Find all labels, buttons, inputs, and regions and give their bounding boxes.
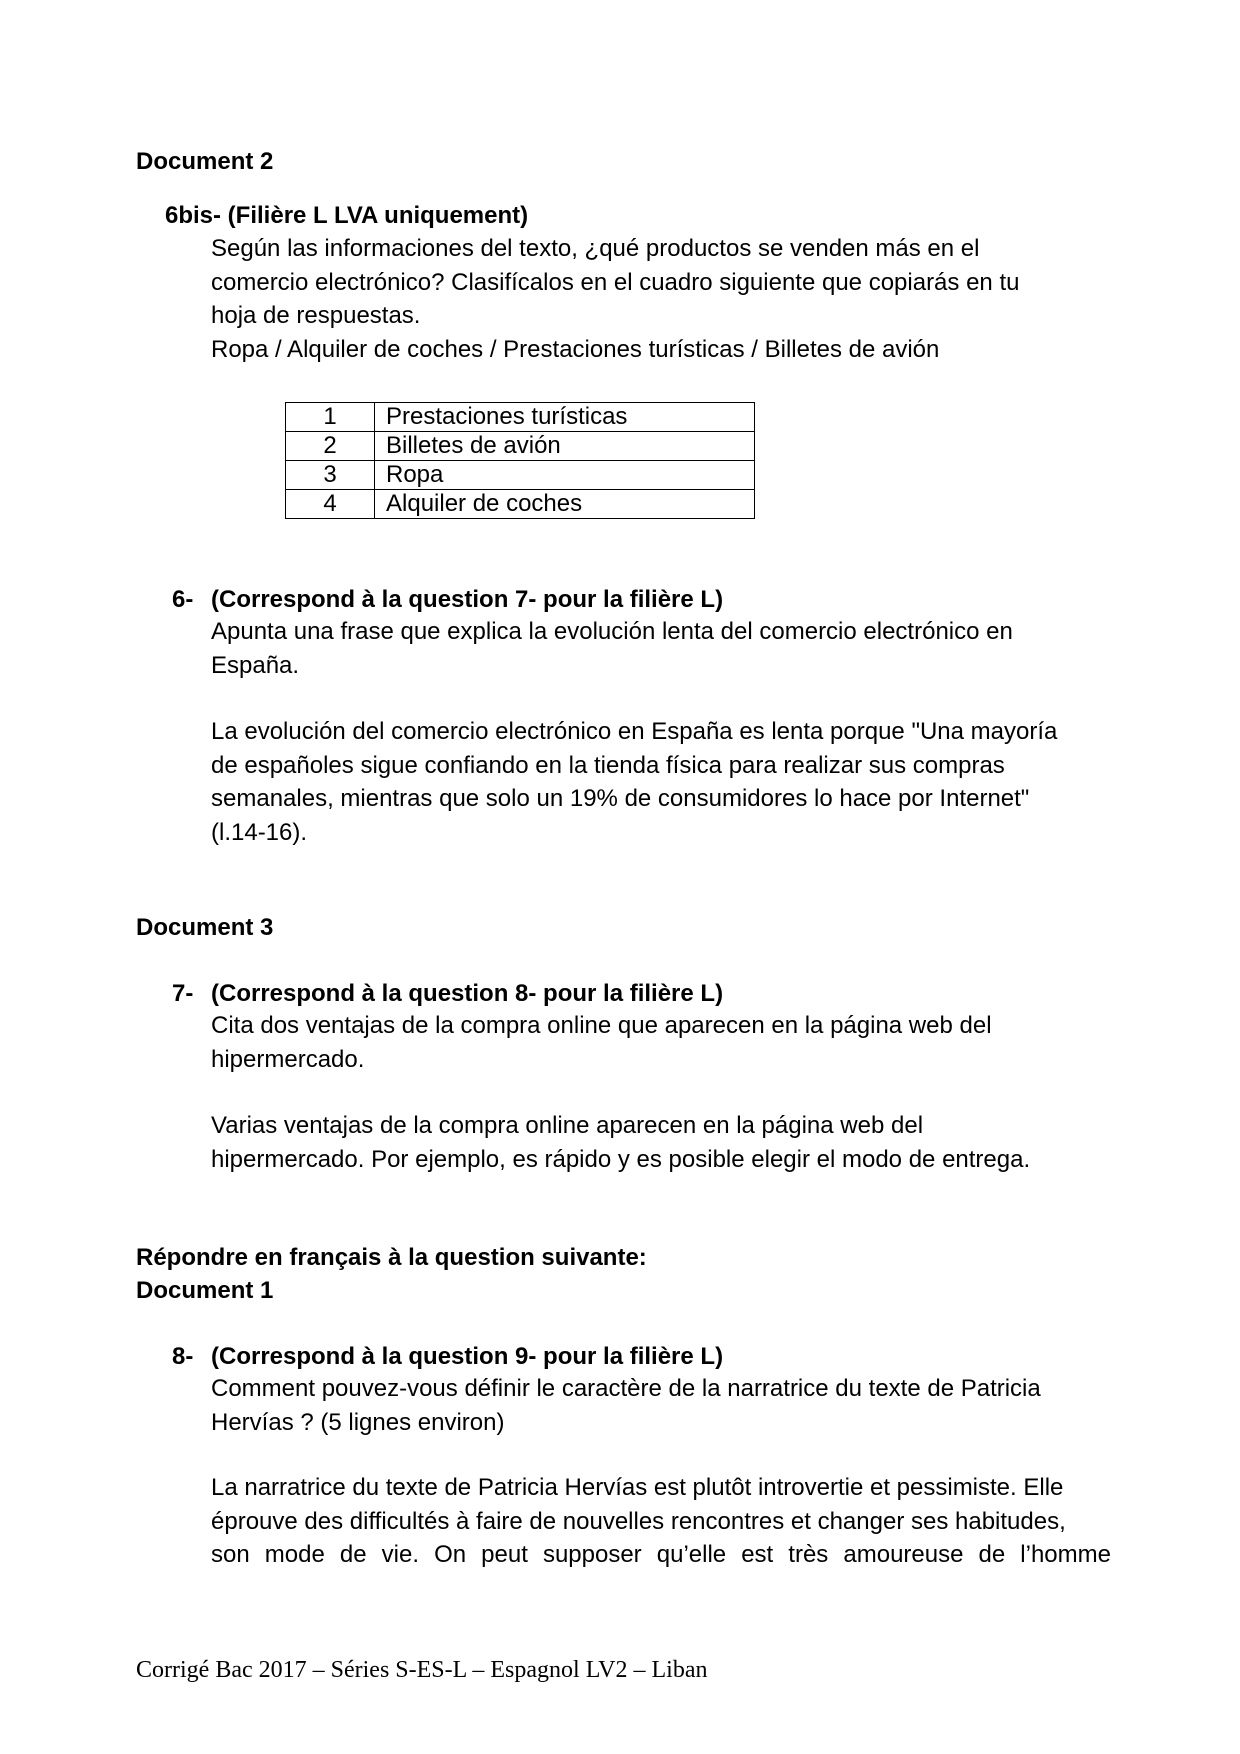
- question-8-answer: [211, 1471, 1111, 1572]
- document-1-heading: Document 1: [136, 1277, 274, 1304]
- item-cell: Prestaciones turísticas: [375, 403, 755, 432]
- document-2-heading: Document 2: [136, 148, 274, 175]
- question-6bis-text: [211, 232, 1019, 366]
- question-6bis-title: 6bis- (Filière L LVA uniquement): [165, 202, 529, 229]
- question-7-title: (Correspond à la question 8- pour la filière L): [211, 980, 724, 1007]
- question-7-answer: [211, 1109, 1030, 1176]
- text-line: La evolución del comercio electrónico en España es lenta porque "Una mayoría: [211, 718, 1058, 745]
- text-line: hipermercado.: [211, 1045, 365, 1073]
- question-6-title: (Correspond à la question 7- pour la filière L): [211, 586, 724, 613]
- table-row: [286, 490, 755, 519]
- text-line: son mode de vie. On peut supposer qu’elle est très amoureuse de l’homme: [211, 1541, 1111, 1568]
- text-line: (l.14-16).: [211, 818, 308, 846]
- table-row: [286, 403, 755, 432]
- question-6-text: [211, 615, 1013, 682]
- text-line: éprouve des difficultés à faire de nouvelles rencontres et changer ses habitudes,: [211, 1507, 1066, 1535]
- ranking-table: [285, 402, 755, 519]
- question-7-text: [211, 1009, 992, 1076]
- question-8-title: (Correspond à la question 9- pour la filière L): [211, 1343, 724, 1370]
- text-line: hoja de respuestas.: [211, 302, 421, 329]
- text-line: Apunta una frase que explica la evolución lenta del comercio electrónico en: [211, 618, 1013, 645]
- text-line: Comment pouvez-vous définir le caractère de la narratrice du texte de Patricia: [211, 1375, 1041, 1402]
- text-line: Ropa / Alquiler de coches / Prestaciones turísticas / Billetes de avión: [211, 335, 940, 363]
- item-cell: Billetes de avión: [375, 432, 755, 461]
- document-3-heading: Document 3: [136, 914, 274, 941]
- question-6-answer: [211, 715, 1057, 849]
- text-line: Varias ventajas de la compra online aparecen en la página web del: [211, 1112, 924, 1139]
- text-line: Cita dos ventajas de la compra online que aparecen en la página web del: [211, 1012, 992, 1039]
- question-7-number: 7-: [172, 980, 194, 1007]
- rank-cell: 3: [286, 461, 375, 490]
- table-row: [286, 461, 755, 490]
- text-line: semanales, mientras que solo un 19% de consumidores lo hace por Internet": [211, 785, 1030, 812]
- rank-cell: 1: [286, 403, 375, 432]
- text-line: La narratrice du texte de Patricia Hervías est plutôt introvertie et pessimiste. Elle: [211, 1474, 1064, 1501]
- text-line: Hervías ? (5 lignes environ): [211, 1408, 505, 1436]
- table-row: [286, 432, 755, 461]
- french-instruction-heading: Répondre en français à la question suivante:: [136, 1244, 647, 1271]
- text-line: Según las informaciones del texto, ¿qué productos se venden más en el: [211, 235, 980, 262]
- text-line: comercio electrónico? Clasifícalos en el cuadro siguiente que copiarás en tu: [211, 268, 1020, 296]
- text-line: España.: [211, 651, 300, 679]
- item-cell: Alquiler de coches: [375, 490, 755, 519]
- page-footer: Corrigé Bac 2017 – Séries S-ES-L – Espagnol LV2 – Liban: [136, 1657, 708, 1683]
- text-line: de españoles sigue confiando en la tienda física para realizar sus compras: [211, 751, 1005, 779]
- question-8-number: 8-: [172, 1343, 194, 1370]
- item-cell: Ropa: [375, 461, 755, 490]
- text-line: hipermercado. Por ejemplo, es rápido y es posible elegir el modo de entrega.: [211, 1145, 1031, 1173]
- question-8-text: [211, 1372, 1041, 1439]
- rank-cell: 4: [286, 490, 375, 519]
- rank-cell: 2: [286, 432, 375, 461]
- question-6-number: 6-: [172, 586, 194, 613]
